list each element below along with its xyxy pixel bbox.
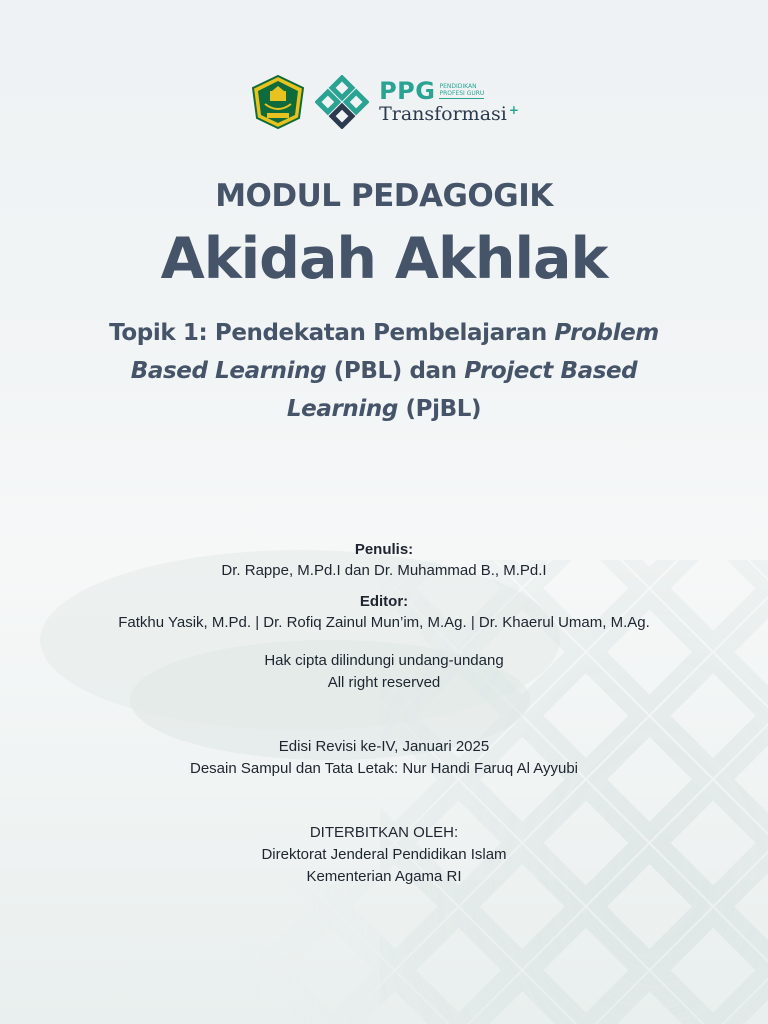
edition: Edisi Revisi ke-IV, Januari 2025 — [278, 738, 490, 755]
topic-part3: (PBL) dan — [326, 358, 465, 384]
topic-part5: (PjBL) — [397, 396, 482, 422]
page-title: Akidah Akhlak — [160, 226, 608, 292]
topic-part2: Problem Based Learning — [130, 320, 659, 384]
topic-part1: Topik 1: Pendekatan Pembelajaran — [109, 320, 555, 346]
ppg-subtitle-line1: PENDIDIKAN — [439, 83, 477, 90]
ppg-logo-icon — [315, 75, 369, 129]
module-kicker: MODUL PEDAGOGIK — [215, 178, 553, 214]
credits-block — [0, 540, 768, 888]
kemenag-emblem-icon — [249, 74, 307, 130]
cover-design: Desain Sampul dan Tata Letak: Nur Handi Faruq Al Ayyubi — [189, 760, 578, 777]
editors: Fatkhu Yasik, M.Pd. | Dr. Rofiq Zainul Mun’im, M.Ag. | Dr. Khaerul Umam, M.Ag. — [118, 614, 650, 631]
publisher-line-1: Direktorat Jenderal Pendidikan Islam — [261, 846, 507, 863]
logo-bar — [0, 74, 768, 130]
authors: Dr. Rappe, M.Pd.I dan Dr. Muhammad B., M.Pd.I — [221, 562, 547, 579]
topic-heading — [74, 314, 694, 428]
ppg-wordmark — [379, 79, 519, 125]
publisher-line-2: Kementerian Agama RI — [306, 868, 462, 885]
topic-part4: Project Based Learning — [286, 358, 638, 422]
copyright-line-2: All right reserved — [327, 674, 441, 691]
ppg-abbrev: PPG — [379, 77, 436, 105]
title-block — [0, 178, 768, 428]
editor-label: Editor: — [359, 593, 409, 610]
copyright-line-1: Hak cipta dilindungi undang-undang — [264, 652, 504, 669]
author-label: Penulis: — [354, 541, 414, 558]
publisher-label: DITERBITKAN OLEH: — [309, 824, 459, 841]
ppg-subtitle — [439, 83, 484, 99]
plus-icon: + — [508, 103, 519, 117]
ppg-program: Transformasi — [379, 103, 507, 125]
ppg-subtitle-line2: PROFESI GURU — [439, 90, 485, 97]
